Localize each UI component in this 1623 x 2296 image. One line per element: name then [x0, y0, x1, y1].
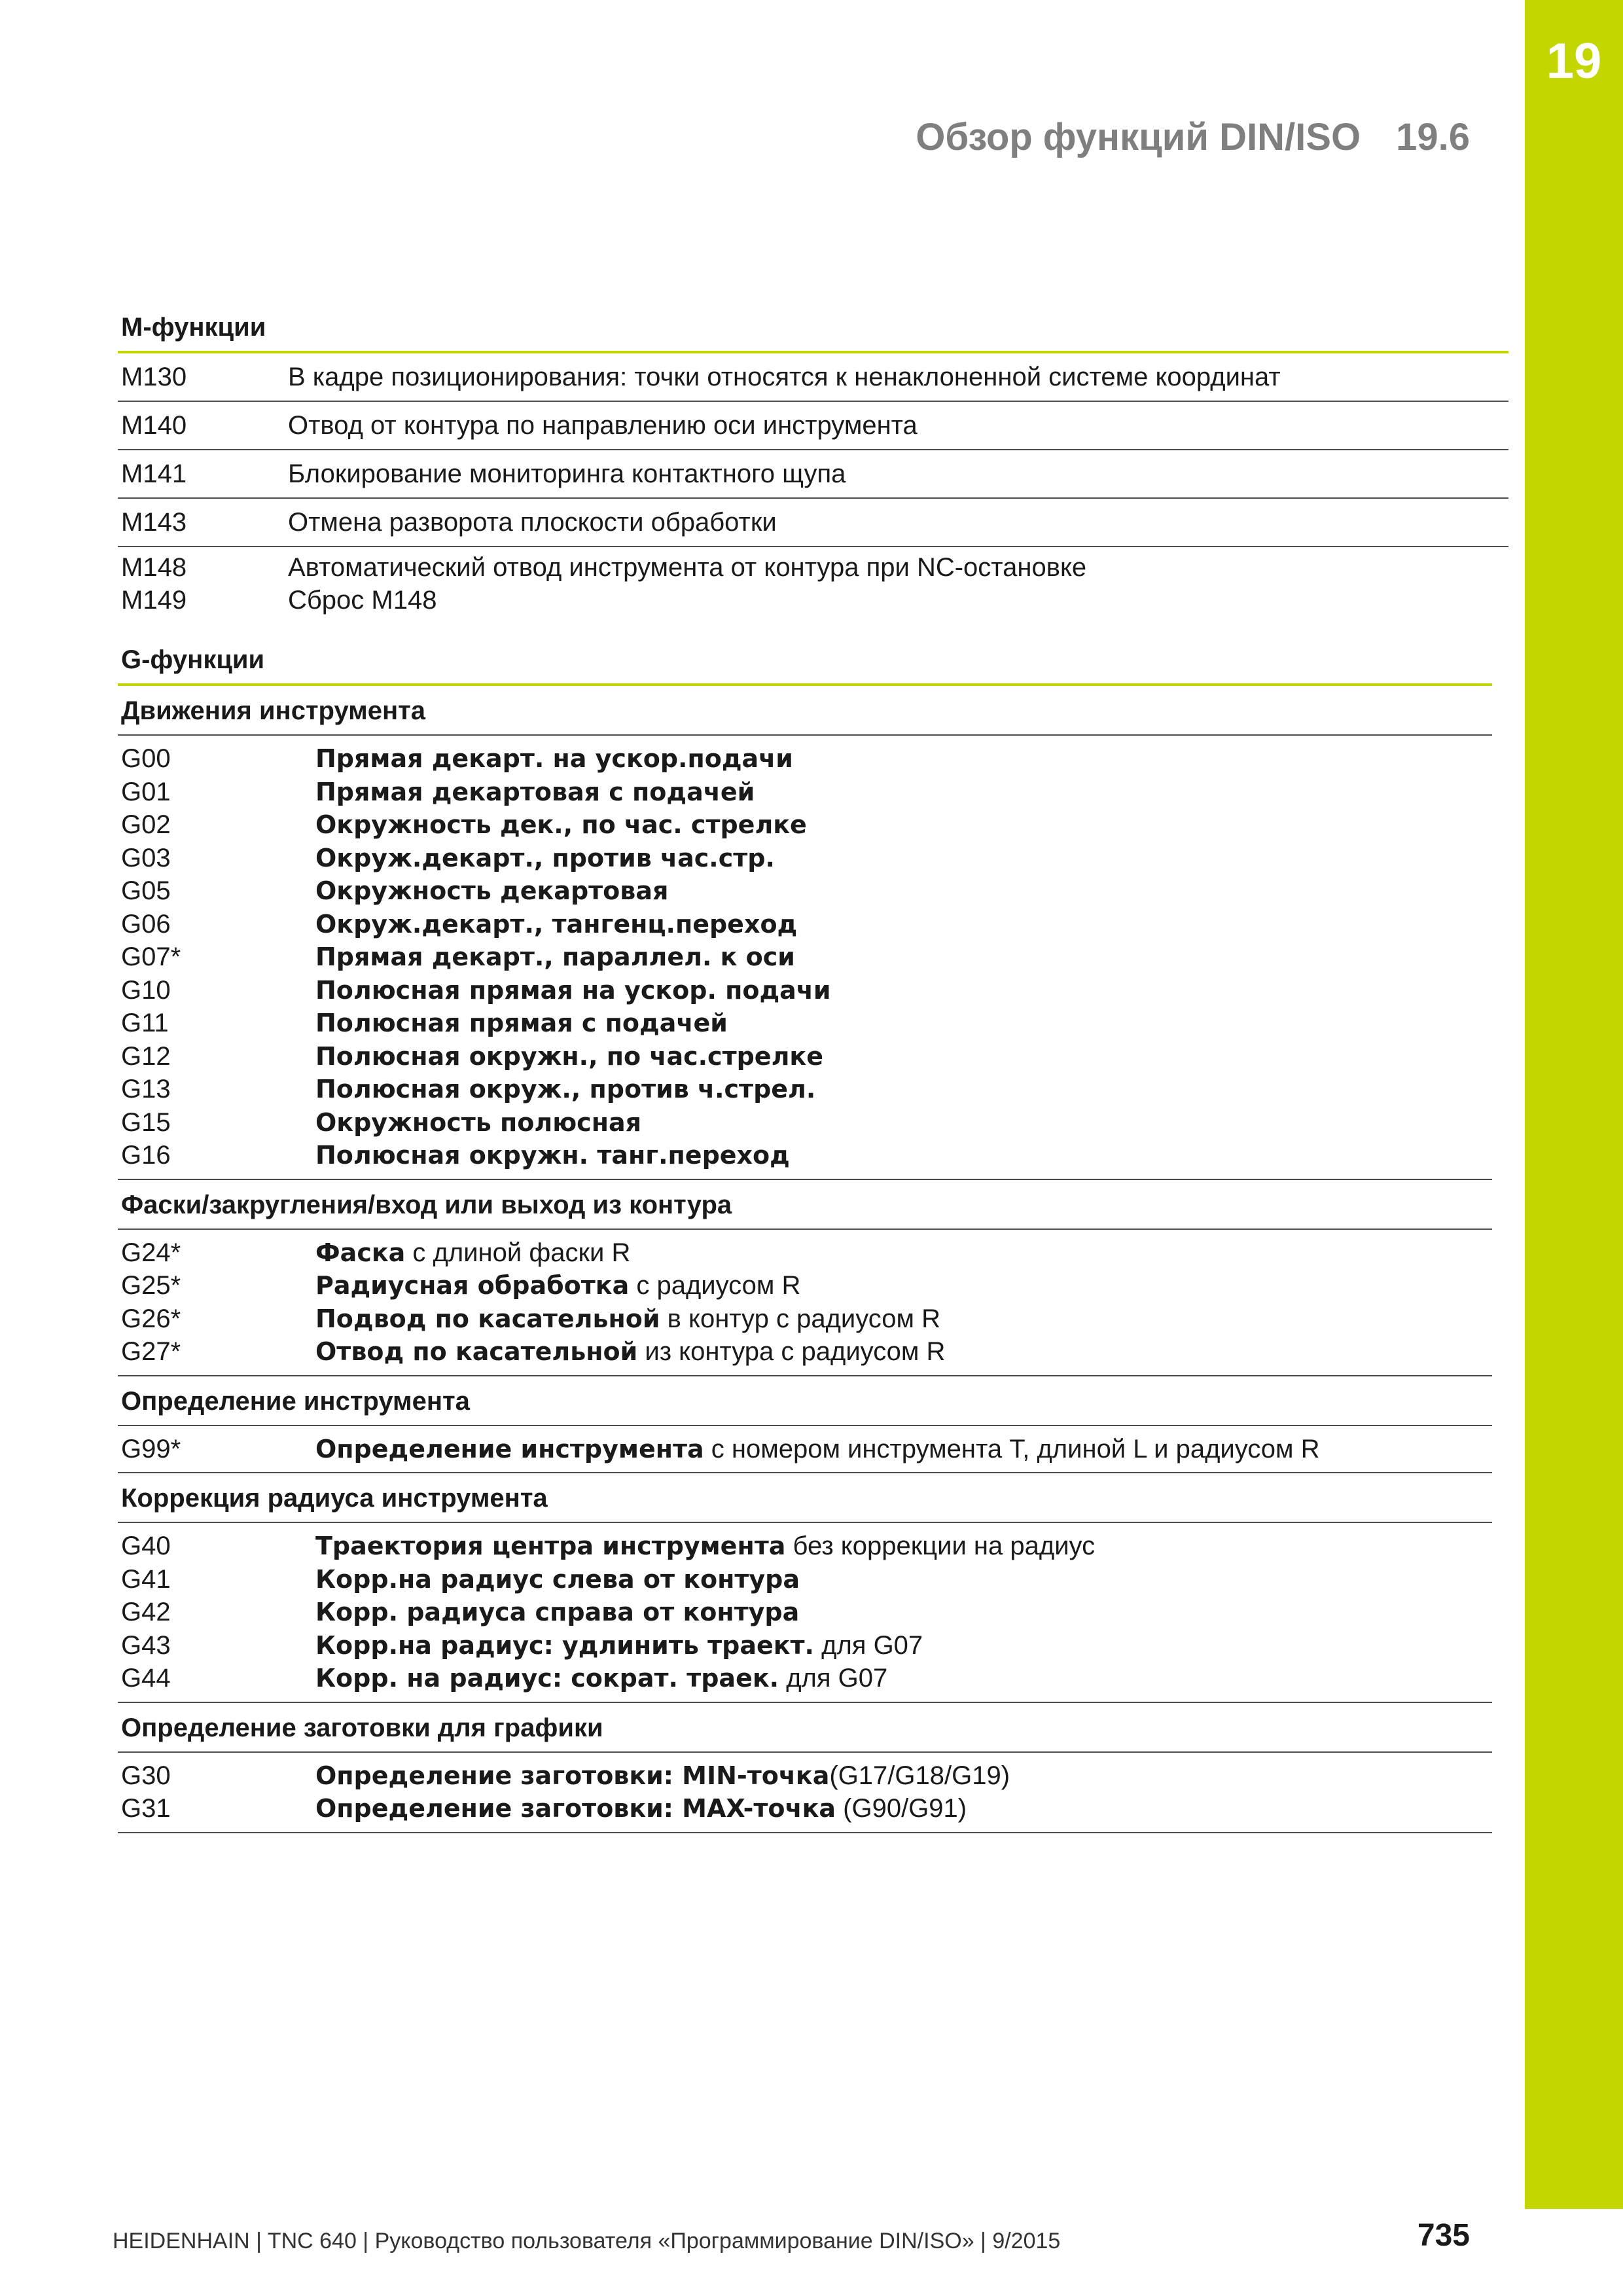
m-function-description: Отвод от контура по направлению оси инструмента	[288, 411, 918, 440]
g-group-items	[118, 1426, 1492, 1473]
m-function-code: M148	[121, 553, 187, 582]
header-title: Обзор функций DIN/ISO	[916, 116, 1361, 158]
g-function-name: Корр. на радиус: сократ. траек.	[315, 1664, 779, 1693]
g-function-code: G07*	[121, 942, 181, 971]
g-group-heading: Коррекция радиуса инструмента	[121, 1484, 548, 1513]
g-function-name: Корр. радиуса справа от контура	[315, 1598, 800, 1626]
g-function-item	[121, 1073, 1492, 1106]
g-function-description	[315, 1759, 1010, 1793]
m-function-row	[118, 402, 1508, 449]
g-function-detail: в контур с радиусом R	[660, 1304, 940, 1333]
m-function-row	[118, 547, 1508, 619]
g-function-item	[121, 808, 1492, 842]
m-function-code: M143	[121, 508, 187, 537]
g-function-code: G10	[121, 975, 171, 1005]
g-function-name: Окружность дек., по час. стрелке	[315, 810, 807, 839]
g-function-code: G06	[121, 909, 171, 939]
g-function-name: Отвод по касательной	[315, 1337, 638, 1366]
g-function-code: G02	[121, 810, 171, 839]
g-function-item	[121, 1139, 1492, 1172]
g-function-code: G31	[121, 1794, 171, 1823]
footer-text: HEIDENHAIN | TNC 640 | Руководство пользователя «Программирование DIN/ISO» | 9/2015	[113, 2229, 1061, 2253]
g-function-item	[121, 1530, 1492, 1563]
g-function-description	[315, 1302, 940, 1336]
chapter-number: 19	[1546, 33, 1602, 89]
header-section-number: 19.6	[1396, 116, 1470, 158]
g-function-description	[315, 1433, 1320, 1466]
m-function-code-cell	[121, 506, 288, 539]
g-function-item	[121, 1040, 1492, 1073]
g-function-detail: (G17/G18/G19)	[829, 1761, 1010, 1790]
g-function-name: Прямая декарт., параллел. к оси	[315, 942, 795, 971]
g-function-item	[121, 1759, 1492, 1793]
m-function-desc-cell	[288, 506, 777, 539]
g-function-description	[315, 1629, 923, 1662]
m-function-code: M130	[121, 363, 187, 391]
g-function-description	[315, 842, 775, 875]
g-function-description	[315, 808, 807, 842]
m-functions-rows	[118, 353, 1508, 619]
g-function-item	[121, 1433, 1492, 1466]
g-function-detail: для G07	[814, 1630, 923, 1660]
m-function-description: Автоматический отвод инструмента от контура при NC-остановке	[288, 553, 1087, 582]
g-function-description	[315, 908, 797, 941]
m-function-description: Сброс M148	[288, 586, 437, 615]
g-function-description	[315, 1335, 945, 1369]
g-function-code: G25*	[121, 1271, 181, 1300]
g-function-description	[315, 1106, 641, 1139]
g-function-description	[315, 974, 831, 1007]
g-function-code: G40	[121, 1532, 171, 1560]
g-function-item	[121, 941, 1492, 974]
g-function-description	[315, 1007, 728, 1040]
g-function-name: Определение заготовки: MIN-точка	[315, 1761, 830, 1790]
g-function-name: Корр.на радиус: удлинить траект.	[315, 1630, 814, 1660]
g-function-item	[121, 1792, 1492, 1825]
g-function-name: Полюсная окружн., по час.стрелке	[315, 1041, 823, 1071]
g-function-code: G27*	[121, 1337, 181, 1366]
g-function-detail: без коррекции на радиус	[785, 1532, 1096, 1560]
g-function-name: Подвод по касательной	[315, 1304, 660, 1333]
g-function-code: G13	[121, 1075, 171, 1103]
g-function-code: G00	[121, 744, 171, 773]
g-function-name: Окруж.декарт., против час.стр.	[315, 843, 775, 872]
m-function-description: В кадре позиционирования: точки относятся к ненаклоненной системе координат	[288, 363, 1281, 391]
m-function-code: M140	[121, 411, 187, 440]
g-function-code: G43	[121, 1630, 171, 1660]
g-group-heading: Движения инструмента	[121, 696, 425, 725]
g-function-description	[315, 941, 795, 974]
g-function-name: Траектория центра инструмента	[315, 1532, 786, 1560]
g-function-item	[121, 776, 1492, 809]
chapter-side-tab	[1525, 0, 1623, 2209]
g-function-item	[121, 1106, 1492, 1139]
g-functions-groups	[118, 686, 1492, 1833]
g-function-name: Окруж.декарт., тангенц.переход	[315, 909, 798, 939]
g-group-items	[118, 1523, 1492, 1702]
g-function-description	[315, 1563, 800, 1596]
g-group-items	[118, 736, 1492, 1179]
g-function-item	[121, 1335, 1492, 1369]
m-function-row	[118, 499, 1508, 546]
g-function-code: G44	[121, 1664, 171, 1693]
g-function-name: Корр.на радиус слева от контура	[315, 1564, 800, 1594]
m-function-code-cell	[121, 551, 288, 617]
g-function-item	[121, 1662, 1492, 1695]
g-function-item	[121, 874, 1492, 908]
g-group-items	[118, 1230, 1492, 1375]
g-function-item	[121, 1269, 1492, 1302]
g-function-code: G15	[121, 1107, 171, 1137]
g-function-description	[315, 1236, 630, 1270]
g-function-code: G24*	[121, 1238, 181, 1267]
g-function-detail: для G07	[779, 1664, 888, 1693]
m-function-row	[118, 353, 1508, 401]
g-function-description	[315, 1530, 1095, 1563]
g-function-description	[315, 1269, 800, 1302]
g-function-item	[121, 974, 1492, 1007]
g-function-code: G41	[121, 1564, 171, 1594]
g-function-description	[315, 1139, 790, 1172]
g-group-heading: Определение инструмента	[121, 1386, 470, 1416]
g-function-description	[315, 1662, 887, 1695]
g-function-name: Полюсная прямая на ускор. подачи	[315, 975, 831, 1005]
g-function-detail: с длиной фаски R	[405, 1238, 631, 1267]
g-function-description	[315, 1596, 799, 1629]
g-function-description	[315, 1040, 823, 1073]
g-function-code: G30	[121, 1761, 171, 1790]
group-divider	[118, 1832, 1492, 1833]
g-functions-heading: G-функции	[121, 645, 265, 674]
m-function-code-cell	[121, 361, 288, 393]
m-function-code: M149	[121, 586, 187, 615]
g-function-detail: из контура с радиусом R	[637, 1337, 946, 1366]
g-function-item	[121, 1563, 1492, 1596]
g-function-code: G03	[121, 843, 171, 872]
g-function-name: Прямая декартовая с подачей	[315, 777, 755, 806]
page-header	[916, 115, 1470, 159]
g-function-name: Определение заготовки: MAX-точка	[315, 1794, 836, 1823]
g-function-name: Определение инструмента	[315, 1434, 704, 1463]
g-function-name: Окружность полюсная	[315, 1107, 642, 1137]
g-function-code: G05	[121, 876, 171, 905]
g-function-name: Фаска	[315, 1238, 406, 1267]
m-function-code-cell	[121, 457, 288, 490]
g-function-item	[121, 1596, 1492, 1629]
g-function-description	[315, 1792, 967, 1825]
page-number: 735	[1417, 2218, 1470, 2253]
g-group-heading: Определение заготовки для графики	[121, 1713, 603, 1742]
g-function-detail: с номером инструмента T, длиной L и радиусом R	[704, 1434, 1320, 1463]
g-function-code: G42	[121, 1598, 171, 1626]
g-group-items	[118, 1753, 1492, 1832]
m-functions-heading: М-функции	[121, 313, 266, 342]
g-function-item	[121, 1302, 1492, 1336]
g-function-name: Окружность декартовая	[315, 876, 669, 905]
g-function-description	[315, 874, 668, 908]
m-function-description: Блокирование мониторинга контактного щупа	[288, 459, 846, 488]
g-function-description	[315, 742, 793, 776]
g-function-name: Полюсная окружн. танг.переход	[315, 1141, 790, 1170]
g-function-description	[315, 776, 755, 809]
g-function-item	[121, 1236, 1492, 1270]
m-function-desc-cell	[288, 551, 1086, 617]
m-function-code-cell	[121, 409, 288, 442]
g-function-code: G12	[121, 1041, 171, 1071]
g-function-name: Полюсная окруж., против ч.стрел.	[315, 1075, 816, 1103]
g-group-heading: Фаски/закругления/вход или выход из контура	[121, 1190, 732, 1219]
m-function-row	[118, 450, 1508, 497]
g-function-item	[121, 1629, 1492, 1662]
g-function-description	[315, 1073, 815, 1106]
g-function-item	[121, 908, 1492, 941]
g-function-code: G26*	[121, 1304, 181, 1333]
g-function-name: Полюсная прямая с подачей	[315, 1009, 728, 1037]
m-functions-table	[118, 312, 1508, 619]
g-functions-table	[118, 644, 1492, 1833]
m-function-desc-cell	[288, 361, 1281, 393]
g-function-code: G01	[121, 777, 171, 806]
g-function-code: G16	[121, 1141, 171, 1170]
g-function-item	[121, 1007, 1492, 1040]
g-function-detail: (G90/G91)	[836, 1794, 967, 1823]
m-function-desc-cell	[288, 409, 918, 442]
g-function-name: Прямая декарт. на ускор.подачи	[315, 744, 793, 773]
m-function-description: Отмена разворота плоскости обработки	[288, 508, 777, 537]
m-function-desc-cell	[288, 457, 846, 490]
g-function-code: G99*	[121, 1434, 181, 1463]
m-function-code: M141	[121, 459, 187, 488]
g-function-code: G11	[121, 1009, 169, 1037]
g-function-item	[121, 842, 1492, 875]
g-function-item	[121, 742, 1492, 776]
g-function-detail: с радиусом R	[629, 1271, 801, 1300]
g-function-name: Радиусная обработка	[315, 1271, 630, 1300]
